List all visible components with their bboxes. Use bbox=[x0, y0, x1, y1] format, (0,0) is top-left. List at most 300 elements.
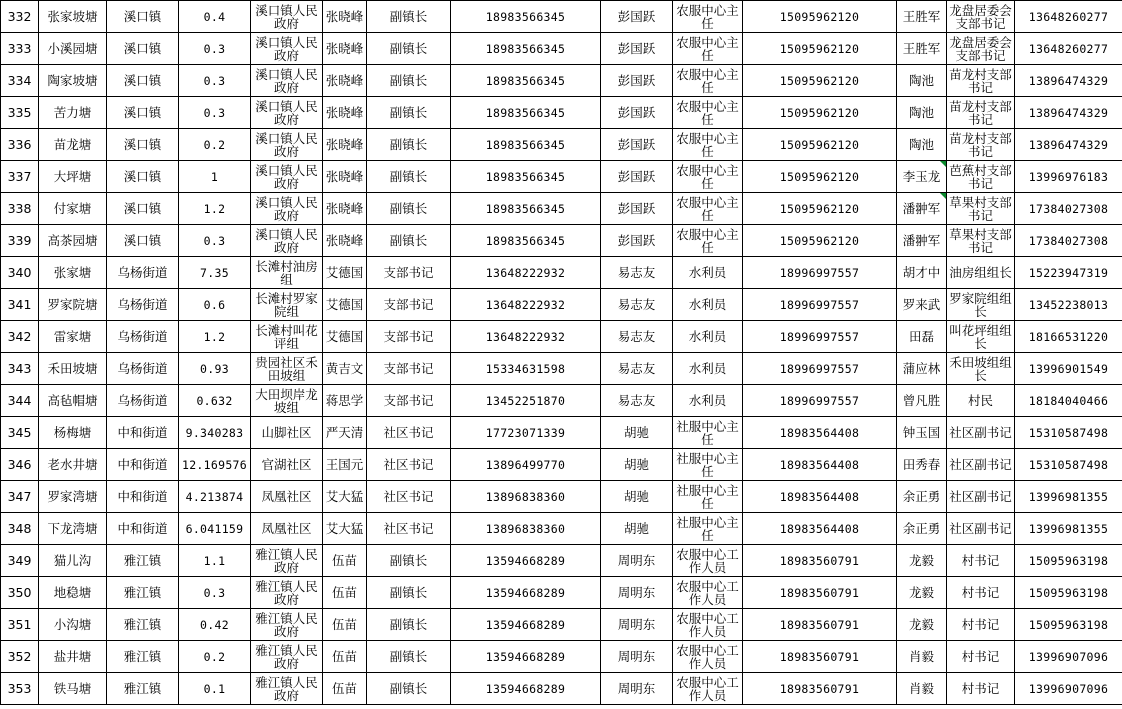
row-number: 349 bbox=[1, 545, 39, 577]
admin-position: 副镇长 bbox=[367, 33, 451, 65]
tech-responsible-person: 彭国跃 bbox=[601, 65, 673, 97]
pond-name: 陶家坡塘 bbox=[39, 65, 107, 97]
patrol-phone: 13996981355 bbox=[1015, 481, 1122, 513]
table-body bbox=[1, 1, 1122, 705]
patrol-responsible-person: 陶池 bbox=[897, 65, 947, 97]
row-number: 342 bbox=[1, 321, 39, 353]
row-number: 347 bbox=[1, 481, 39, 513]
admin-phone: 13594668289 bbox=[451, 609, 601, 641]
township: 雅江镇 bbox=[107, 673, 179, 705]
patrol-responsible-person: 陶池 bbox=[897, 97, 947, 129]
township: 乌杨街道 bbox=[107, 289, 179, 321]
capacity-value: 6.041159 bbox=[179, 513, 251, 545]
tech-responsible-person: 彭国跃 bbox=[601, 1, 673, 33]
tech-responsible-person: 周明东 bbox=[601, 673, 673, 705]
patrol-position: 龙盘居委会支部书记 bbox=[947, 33, 1015, 65]
capacity-value: 1.2 bbox=[179, 321, 251, 353]
row-number: 341 bbox=[1, 289, 39, 321]
patrol-responsible-person: 龙毅 bbox=[897, 609, 947, 641]
pond-name: 杨梅塘 bbox=[39, 417, 107, 449]
admin-phone: 13594668289 bbox=[451, 577, 601, 609]
admin-responsible-person: 艾德国 bbox=[323, 257, 367, 289]
admin-position: 支部书记 bbox=[367, 257, 451, 289]
admin-position: 支部书记 bbox=[367, 321, 451, 353]
tech-position: 农服中心主任 bbox=[673, 161, 743, 193]
admin-phone: 13452251870 bbox=[451, 385, 601, 417]
admin-responsible-person: 伍苗 bbox=[323, 641, 367, 673]
patrol-phone: 15310587498 bbox=[1015, 417, 1122, 449]
township: 雅江镇 bbox=[107, 609, 179, 641]
row-number: 334 bbox=[1, 65, 39, 97]
row-number: 348 bbox=[1, 513, 39, 545]
tech-phone: 15095962120 bbox=[743, 193, 897, 225]
tech-responsible-person: 彭国跃 bbox=[601, 193, 673, 225]
tech-position: 农服中心工作人员 bbox=[673, 641, 743, 673]
row-number: 350 bbox=[1, 577, 39, 609]
admin-position: 社区书记 bbox=[367, 417, 451, 449]
responsible-unit: 溪口镇人民政府 bbox=[251, 1, 323, 33]
township: 中和街道 bbox=[107, 417, 179, 449]
township: 雅江镇 bbox=[107, 545, 179, 577]
tech-position: 社服中心主任 bbox=[673, 513, 743, 545]
tech-responsible-person: 易志友 bbox=[601, 353, 673, 385]
capacity-value: 1.2 bbox=[179, 193, 251, 225]
row-number: 351 bbox=[1, 609, 39, 641]
patrol-phone: 13648260277 bbox=[1015, 1, 1122, 33]
admin-position: 副镇长 bbox=[367, 545, 451, 577]
responsible-unit: 溪口镇人民政府 bbox=[251, 33, 323, 65]
responsible-unit: 官湖社区 bbox=[251, 449, 323, 481]
township: 乌杨街道 bbox=[107, 257, 179, 289]
responsible-unit: 雅江镇人民政府 bbox=[251, 577, 323, 609]
admin-responsible-person: 张晓峰 bbox=[323, 97, 367, 129]
responsible-unit: 长滩村叫花评组 bbox=[251, 321, 323, 353]
responsible-unit: 山脚社区 bbox=[251, 417, 323, 449]
township: 雅江镇 bbox=[107, 641, 179, 673]
table-row bbox=[1, 225, 1122, 257]
tech-position: 水利员 bbox=[673, 353, 743, 385]
admin-phone: 18983566345 bbox=[451, 65, 601, 97]
table-row bbox=[1, 417, 1122, 449]
pond-name: 大坪塘 bbox=[39, 161, 107, 193]
tech-responsible-person: 彭国跃 bbox=[601, 33, 673, 65]
table-row bbox=[1, 289, 1122, 321]
table-row bbox=[1, 449, 1122, 481]
capacity-value: 0.632 bbox=[179, 385, 251, 417]
pond-name: 罗家湾塘 bbox=[39, 481, 107, 513]
tech-position: 水利员 bbox=[673, 289, 743, 321]
patrol-position: 村书记 bbox=[947, 609, 1015, 641]
admin-phone: 18983566345 bbox=[451, 1, 601, 33]
admin-position: 副镇长 bbox=[367, 129, 451, 161]
tech-phone: 18996997557 bbox=[743, 385, 897, 417]
tech-phone: 18983560791 bbox=[743, 673, 897, 705]
admin-responsible-person: 艾大猛 bbox=[323, 481, 367, 513]
patrol-responsible-person: 钟玉国 bbox=[897, 417, 947, 449]
patrol-responsible-person: 肖毅 bbox=[897, 641, 947, 673]
township: 乌杨街道 bbox=[107, 321, 179, 353]
township: 溪口镇 bbox=[107, 193, 179, 225]
patrol-phone: 17384027308 bbox=[1015, 193, 1122, 225]
tech-phone: 18983564408 bbox=[743, 449, 897, 481]
capacity-value: 7.35 bbox=[179, 257, 251, 289]
admin-responsible-person: 王国元 bbox=[323, 449, 367, 481]
tech-phone: 15095962120 bbox=[743, 225, 897, 257]
tech-position: 社服中心主任 bbox=[673, 449, 743, 481]
patrol-responsible-person: 余正勇 bbox=[897, 481, 947, 513]
pond-name: 苗龙塘 bbox=[39, 129, 107, 161]
patrol-responsible-person: 胡才中 bbox=[897, 257, 947, 289]
patrol-responsible-person: 田秀春 bbox=[897, 449, 947, 481]
tech-responsible-person: 易志友 bbox=[601, 321, 673, 353]
table-row bbox=[1, 481, 1122, 513]
admin-phone: 13594668289 bbox=[451, 545, 601, 577]
admin-phone: 13896838360 bbox=[451, 481, 601, 513]
capacity-value: 0.93 bbox=[179, 353, 251, 385]
patrol-responsible-person: 罗来武 bbox=[897, 289, 947, 321]
patrol-responsible-person: 龙毅 bbox=[897, 577, 947, 609]
capacity-value: 0.6 bbox=[179, 289, 251, 321]
tech-responsible-person: 周明东 bbox=[601, 609, 673, 641]
table-row bbox=[1, 97, 1122, 129]
patrol-phone: 13896474329 bbox=[1015, 65, 1122, 97]
pond-name: 地稳塘 bbox=[39, 577, 107, 609]
tech-phone: 18983560791 bbox=[743, 545, 897, 577]
patrol-position: 草果村支部书记 bbox=[947, 193, 1015, 225]
admin-responsible-person: 张晓峰 bbox=[323, 193, 367, 225]
pond-name: 苦力塘 bbox=[39, 97, 107, 129]
responsible-unit: 贵园社区禾田坡组 bbox=[251, 353, 323, 385]
row-number: 332 bbox=[1, 1, 39, 33]
responsible-unit: 溪口镇人民政府 bbox=[251, 97, 323, 129]
table-row bbox=[1, 129, 1122, 161]
pond-name: 罗家院塘 bbox=[39, 289, 107, 321]
pond-name: 老水井塘 bbox=[39, 449, 107, 481]
capacity-value: 0.4 bbox=[179, 1, 251, 33]
admin-responsible-person: 张晓峰 bbox=[323, 161, 367, 193]
tech-phone: 18996997557 bbox=[743, 321, 897, 353]
admin-responsible-person: 伍苗 bbox=[323, 545, 367, 577]
tech-position: 农服中心工作人员 bbox=[673, 673, 743, 705]
tech-position: 水利员 bbox=[673, 321, 743, 353]
admin-phone: 15334631598 bbox=[451, 353, 601, 385]
admin-position: 副镇长 bbox=[367, 65, 451, 97]
responsible-unit: 雅江镇人民政府 bbox=[251, 673, 323, 705]
patrol-position: 村书记 bbox=[947, 673, 1015, 705]
admin-phone: 18983566345 bbox=[451, 193, 601, 225]
tech-responsible-person: 彭国跃 bbox=[601, 97, 673, 129]
row-number: 352 bbox=[1, 641, 39, 673]
admin-position: 社区书记 bbox=[367, 449, 451, 481]
table-row bbox=[1, 193, 1122, 225]
responsible-unit: 雅江镇人民政府 bbox=[251, 609, 323, 641]
responsible-unit: 凤凰社区 bbox=[251, 481, 323, 513]
table-row bbox=[1, 385, 1122, 417]
township: 溪口镇 bbox=[107, 129, 179, 161]
tech-responsible-person: 彭国跃 bbox=[601, 225, 673, 257]
admin-responsible-person: 伍苗 bbox=[323, 609, 367, 641]
patrol-phone: 13996981355 bbox=[1015, 513, 1122, 545]
township: 溪口镇 bbox=[107, 33, 179, 65]
patrol-position: 村书记 bbox=[947, 641, 1015, 673]
patrol-position: 村书记 bbox=[947, 545, 1015, 577]
patrol-phone: 13648260277 bbox=[1015, 33, 1122, 65]
patrol-position: 禾田坡组组长 bbox=[947, 353, 1015, 385]
township: 溪口镇 bbox=[107, 65, 179, 97]
capacity-value: 0.3 bbox=[179, 97, 251, 129]
tech-position: 农服中心主任 bbox=[673, 225, 743, 257]
responsible-unit: 长滩村油房组 bbox=[251, 257, 323, 289]
admin-phone: 18983566345 bbox=[451, 161, 601, 193]
tech-position: 社服中心主任 bbox=[673, 417, 743, 449]
admin-position: 副镇长 bbox=[367, 97, 451, 129]
admin-responsible-person: 张晓峰 bbox=[323, 33, 367, 65]
patrol-position: 苗龙村支部书记 bbox=[947, 129, 1015, 161]
admin-phone: 17723071339 bbox=[451, 417, 601, 449]
responsible-unit: 大田坝岸龙坡组 bbox=[251, 385, 323, 417]
pond-name: 盐井塘 bbox=[39, 641, 107, 673]
admin-phone: 18983566345 bbox=[451, 129, 601, 161]
admin-phone: 13648222932 bbox=[451, 321, 601, 353]
patrol-responsible-person: 王胜军 bbox=[897, 33, 947, 65]
table-row bbox=[1, 257, 1122, 289]
tech-responsible-person: 易志友 bbox=[601, 289, 673, 321]
admin-responsible-person: 蒋思学 bbox=[323, 385, 367, 417]
tech-responsible-person: 胡驰 bbox=[601, 417, 673, 449]
tech-position: 农服中心工作人员 bbox=[673, 545, 743, 577]
responsible-unit: 溪口镇人民政府 bbox=[251, 65, 323, 97]
patrol-phone: 18184040466 bbox=[1015, 385, 1122, 417]
responsible-unit: 雅江镇人民政府 bbox=[251, 545, 323, 577]
admin-phone: 13896499770 bbox=[451, 449, 601, 481]
tech-responsible-person: 胡驰 bbox=[601, 449, 673, 481]
table-row bbox=[1, 65, 1122, 97]
tech-phone: 15095962120 bbox=[743, 65, 897, 97]
patrol-phone: 13996907096 bbox=[1015, 673, 1122, 705]
responsible-unit: 溪口镇人民政府 bbox=[251, 129, 323, 161]
admin-position: 副镇长 bbox=[367, 609, 451, 641]
township: 溪口镇 bbox=[107, 1, 179, 33]
tech-phone: 15095962120 bbox=[743, 161, 897, 193]
patrol-responsible-person: 陶池 bbox=[897, 129, 947, 161]
tech-position: 社服中心主任 bbox=[673, 481, 743, 513]
row-number: 353 bbox=[1, 673, 39, 705]
pond-name: 下龙湾塘 bbox=[39, 513, 107, 545]
responsible-unit: 溪口镇人民政府 bbox=[251, 161, 323, 193]
admin-phone: 18983566345 bbox=[451, 97, 601, 129]
township: 乌杨街道 bbox=[107, 385, 179, 417]
patrol-phone: 13452238013 bbox=[1015, 289, 1122, 321]
tech-responsible-person: 胡驰 bbox=[601, 513, 673, 545]
patrol-phone: 15095963198 bbox=[1015, 609, 1122, 641]
admin-phone: 13648222932 bbox=[451, 257, 601, 289]
admin-position: 副镇长 bbox=[367, 673, 451, 705]
row-number: 345 bbox=[1, 417, 39, 449]
responsible-unit: 长滩村罗家院组 bbox=[251, 289, 323, 321]
tech-position: 农服中心主任 bbox=[673, 1, 743, 33]
patrol-responsible-person: 李玉龙 bbox=[897, 161, 947, 193]
patrol-phone: 13996907096 bbox=[1015, 641, 1122, 673]
admin-phone: 13594668289 bbox=[451, 673, 601, 705]
pond-name: 张家坡塘 bbox=[39, 1, 107, 33]
patrol-responsible-person: 龙毅 bbox=[897, 545, 947, 577]
capacity-value: 12.169576 bbox=[179, 449, 251, 481]
township: 溪口镇 bbox=[107, 225, 179, 257]
capacity-value: 1 bbox=[179, 161, 251, 193]
admin-position: 支部书记 bbox=[367, 385, 451, 417]
pond-name: 付家塘 bbox=[39, 193, 107, 225]
responsible-unit: 凤凰社区 bbox=[251, 513, 323, 545]
responsible-unit: 雅江镇人民政府 bbox=[251, 641, 323, 673]
row-number: 333 bbox=[1, 33, 39, 65]
township: 中和街道 bbox=[107, 481, 179, 513]
patrol-responsible-person: 肖毅 bbox=[897, 673, 947, 705]
patrol-position: 社区副书记 bbox=[947, 481, 1015, 513]
patrol-phone: 13996976183 bbox=[1015, 161, 1122, 193]
admin-phone: 13594668289 bbox=[451, 641, 601, 673]
admin-position: 副镇长 bbox=[367, 193, 451, 225]
admin-responsible-person: 张晓峰 bbox=[323, 129, 367, 161]
row-number: 339 bbox=[1, 225, 39, 257]
tech-phone: 15095962120 bbox=[743, 33, 897, 65]
tech-position: 农服中心工作人员 bbox=[673, 577, 743, 609]
tech-responsible-person: 易志友 bbox=[601, 257, 673, 289]
tech-position: 农服中心主任 bbox=[673, 129, 743, 161]
tech-responsible-person: 周明东 bbox=[601, 641, 673, 673]
tech-phone: 15095962120 bbox=[743, 129, 897, 161]
row-number: 343 bbox=[1, 353, 39, 385]
pond-name: 高茶园塘 bbox=[39, 225, 107, 257]
admin-responsible-person: 艾德国 bbox=[323, 321, 367, 353]
patrol-phone: 15095963198 bbox=[1015, 545, 1122, 577]
table-row bbox=[1, 33, 1122, 65]
responsible-unit: 溪口镇人民政府 bbox=[251, 193, 323, 225]
patrol-position: 油房组组长 bbox=[947, 257, 1015, 289]
tech-position: 农服中心主任 bbox=[673, 65, 743, 97]
table-row bbox=[1, 513, 1122, 545]
pond-name: 高毡帽塘 bbox=[39, 385, 107, 417]
tech-responsible-person: 彭国跃 bbox=[601, 161, 673, 193]
patrol-responsible-person: 蒲应林 bbox=[897, 353, 947, 385]
patrol-responsible-person: 田磊 bbox=[897, 321, 947, 353]
tech-responsible-person: 易志友 bbox=[601, 385, 673, 417]
capacity-value: 0.2 bbox=[179, 129, 251, 161]
tech-phone: 18983560791 bbox=[743, 641, 897, 673]
patrol-responsible-person: 曾凡胜 bbox=[897, 385, 947, 417]
township: 中和街道 bbox=[107, 449, 179, 481]
admin-phone: 18983566345 bbox=[451, 225, 601, 257]
tech-phone: 18996997557 bbox=[743, 289, 897, 321]
patrol-phone: 13896474329 bbox=[1015, 129, 1122, 161]
tech-position: 农服中心主任 bbox=[673, 193, 743, 225]
admin-position: 副镇长 bbox=[367, 577, 451, 609]
admin-responsible-person: 张晓峰 bbox=[323, 1, 367, 33]
pond-name: 小沟塘 bbox=[39, 609, 107, 641]
admin-position: 支部书记 bbox=[367, 353, 451, 385]
patrol-position: 社区副书记 bbox=[947, 449, 1015, 481]
township: 中和街道 bbox=[107, 513, 179, 545]
patrol-responsible-person: 王胜军 bbox=[897, 1, 947, 33]
capacity-value: 0.2 bbox=[179, 641, 251, 673]
patrol-position: 社区副书记 bbox=[947, 513, 1015, 545]
patrol-responsible-person: 潘翀军 bbox=[897, 193, 947, 225]
row-number: 338 bbox=[1, 193, 39, 225]
pond-name: 雷家塘 bbox=[39, 321, 107, 353]
pond-name: 禾田坡塘 bbox=[39, 353, 107, 385]
patrol-phone: 18166531220 bbox=[1015, 321, 1122, 353]
table-row bbox=[1, 321, 1122, 353]
capacity-value: 9.340283 bbox=[179, 417, 251, 449]
patrol-position: 村书记 bbox=[947, 577, 1015, 609]
tech-position: 水利员 bbox=[673, 385, 743, 417]
tech-responsible-person: 彭国跃 bbox=[601, 129, 673, 161]
row-number: 340 bbox=[1, 257, 39, 289]
table-row bbox=[1, 641, 1122, 673]
pond-name: 张家塘 bbox=[39, 257, 107, 289]
patrol-position: 社区副书记 bbox=[947, 417, 1015, 449]
capacity-value: 0.3 bbox=[179, 65, 251, 97]
patrol-phone: 15095963198 bbox=[1015, 577, 1122, 609]
admin-position: 社区书记 bbox=[367, 481, 451, 513]
tech-position: 水利员 bbox=[673, 257, 743, 289]
patrol-position: 苗龙村支部书记 bbox=[947, 97, 1015, 129]
responsible-unit: 溪口镇人民政府 bbox=[251, 225, 323, 257]
row-number: 344 bbox=[1, 385, 39, 417]
admin-position: 副镇长 bbox=[367, 161, 451, 193]
table-row bbox=[1, 673, 1122, 705]
township: 乌杨街道 bbox=[107, 353, 179, 385]
row-number: 336 bbox=[1, 129, 39, 161]
patrol-position: 罗家院组组长 bbox=[947, 289, 1015, 321]
patrol-position: 村民 bbox=[947, 385, 1015, 417]
tech-position: 农服中心工作人员 bbox=[673, 609, 743, 641]
capacity-value: 0.1 bbox=[179, 673, 251, 705]
tech-responsible-person: 周明东 bbox=[601, 577, 673, 609]
capacity-value: 0.3 bbox=[179, 577, 251, 609]
patrol-phone: 13896474329 bbox=[1015, 97, 1122, 129]
capacity-value: 0.42 bbox=[179, 609, 251, 641]
patrol-phone: 15223947319 bbox=[1015, 257, 1122, 289]
patrol-position: 草果村支部书记 bbox=[947, 225, 1015, 257]
pond-name: 小溪园塘 bbox=[39, 33, 107, 65]
patrol-responsible-person: 潘翀军 bbox=[897, 225, 947, 257]
township: 溪口镇 bbox=[107, 161, 179, 193]
admin-responsible-person: 艾大猛 bbox=[323, 513, 367, 545]
table-row bbox=[1, 353, 1122, 385]
tech-responsible-person: 周明东 bbox=[601, 545, 673, 577]
patrol-phone: 15310587498 bbox=[1015, 449, 1122, 481]
township: 雅江镇 bbox=[107, 577, 179, 609]
patrol-position: 苗龙村支部书记 bbox=[947, 65, 1015, 97]
table-row bbox=[1, 545, 1122, 577]
tech-phone: 18983560791 bbox=[743, 577, 897, 609]
admin-position: 支部书记 bbox=[367, 289, 451, 321]
table-row bbox=[1, 1, 1122, 33]
row-number: 335 bbox=[1, 97, 39, 129]
patrol-phone: 17384027308 bbox=[1015, 225, 1122, 257]
table-row bbox=[1, 577, 1122, 609]
admin-responsible-person: 张晓峰 bbox=[323, 225, 367, 257]
township: 溪口镇 bbox=[107, 97, 179, 129]
tech-phone: 18983564408 bbox=[743, 417, 897, 449]
patrol-position: 龙盘居委会支部书记 bbox=[947, 1, 1015, 33]
admin-position: 副镇长 bbox=[367, 1, 451, 33]
table-row bbox=[1, 161, 1122, 193]
capacity-value: 1.1 bbox=[179, 545, 251, 577]
table-row bbox=[1, 609, 1122, 641]
admin-position: 社区书记 bbox=[367, 513, 451, 545]
admin-responsible-person: 伍苗 bbox=[323, 673, 367, 705]
